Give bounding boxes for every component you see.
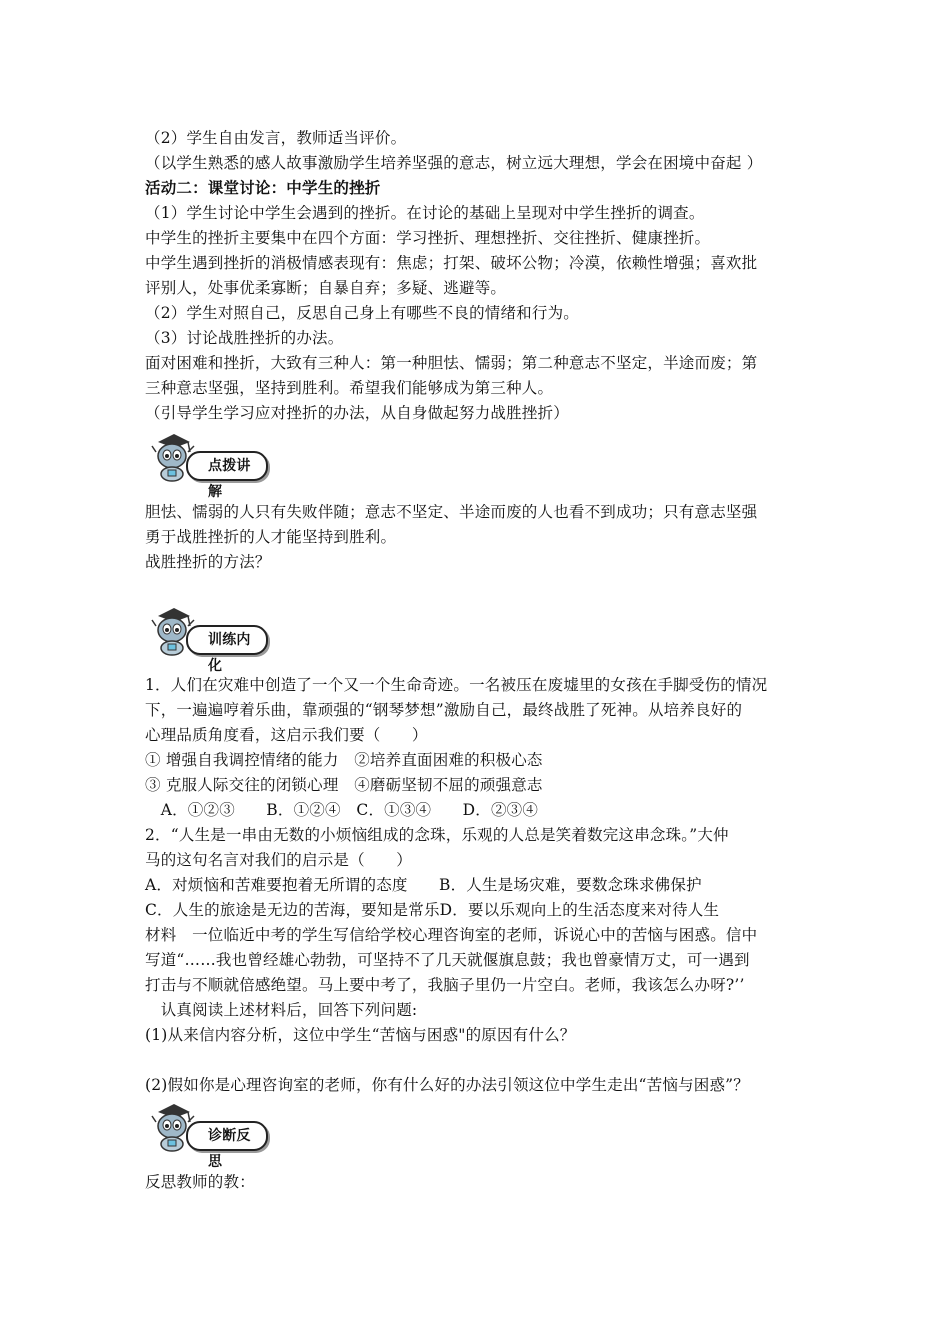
text-line: 三种意志坚强，坚持到胜利。希望我们能够成为第三种人。 [145,379,554,397]
material-line: 材料 一位临近中考的学生写信给学校心理咨询室的老师，诉说心中的苦恼与困惑。信中 [145,926,758,944]
text-line: （3）讨论战胜挫折的办法。 [145,329,344,347]
question-choices: C．人生的旅途是无边的苦海，要知是常乐D．要以乐观向上的生活态度来对待人生 [145,901,720,919]
section-badge-dianbo [148,430,268,500]
text-line: 面对困难和挫折，大致有三种人：第一种胆怯、懦弱；第二种意志不坚定，半途而废；第 [145,354,758,372]
badge-label: 点拨讲解 [186,451,268,481]
text-line: （1）学生讨论中学生会遇到的挫折。在讨论的基础上呈现对中学生挫折的调查。 [145,204,705,222]
section-badge-xunlian [148,604,268,674]
text-line: （以学生熟悉的感人故事激励学生培养坚强的意志，树立远大理想，学会在困境中奋起 ） [145,154,763,172]
material-question: (2)假如你是心理咨询室的老师，你有什么好的办法引领这位中学生走出“苦恼与困惑”？ [145,1076,750,1094]
text-line: （2）学生自由发言，教师适当评价。 [145,129,407,147]
text-line: 战胜挫折的方法？ [145,553,271,571]
text-line: 中学生的挫折主要集中在四个方面：学习挫折、理想挫折、交往挫折、健康挫折。 [145,229,711,247]
material-line: 打击与不顺就倍感绝望。马上要中考了，我脑子里仍一片空白。老师，我该怎么办呀?’’ [145,976,745,994]
question-line: 马的这句名言对我们的启示是（ ） [145,851,412,869]
material-line: 写道“……我也曾经雄心勃勃，可坚持不了几天就偃旗息鼓；我也曾豪情万丈，可一遇到 [145,951,750,969]
text-line: 评别人，处事优柔寡断；自暴自弃；多疑、逃避等。 [145,279,507,297]
material-line: 认真阅读上述材料后，回答下列问题: [145,1001,418,1019]
text-line: （2）学生对照自己，反思自己身上有哪些不良的情绪和行为。 [145,304,579,322]
text-line: 反思教师的教： [145,1173,255,1191]
question-line: 2．“人生是一串由无数的小烦恼组成的念珠，乐观的人总是笑着数完这串念珠。”大仲 [145,826,729,844]
material-question: (1)从来信内容分析，这位中学生“苦恼与困惑"的原因有什么？ [145,1026,576,1044]
text-line: （引导学生学习应对挫折的办法，从自身做起努力战胜挫折） [145,404,569,422]
text-line: 胆怯、懦弱的人只有失败伴随；意志不坚定、半途而废的人也看不到成功；只有意志坚强 [145,503,758,521]
question-line: 1．人们在灾难中创造了一个又一个生命奇迹。一名被压在废墟里的女孩在手脚受伤的情况 [145,676,768,694]
question-choices: A．①②③ B．①②④ C．①③④ D．②③④ [145,801,539,819]
section-badge-zhenduan [148,1100,268,1170]
section-heading: 活动二：课堂讨论：中学生的挫折 [145,179,381,197]
question-option: ① 增强自我调控情绪的能力 ②培养直面困难的积极心态 [145,751,543,769]
question-choices: A．对烦恼和苦难要抱着无所谓的态度 B．人生是场灾难，要数念珠求佛保护 [145,876,702,894]
question-line: 心理品质角度看，这启示我们要（ ） [145,726,428,744]
badge-label: 训练内化 [186,625,268,655]
badge-label: 诊断反思 [186,1121,268,1151]
text-line: 勇于战胜挫折的人才能坚持到胜利。 [145,528,397,546]
question-option: ③ 克服人际交往的闭锁心理 ④磨砺坚韧不屈的顽强意志 [145,776,543,794]
text-line: 中学生遇到挫折的消极情感表现有：焦虑；打架、破坏公物；冷漠，依赖性增强；喜欢批 [145,254,758,272]
question-line: 下，一遍遍哼着乐曲，靠顽强的“钢琴梦想”激励自己，最终战胜了死神。从培养良好的 [145,701,743,719]
